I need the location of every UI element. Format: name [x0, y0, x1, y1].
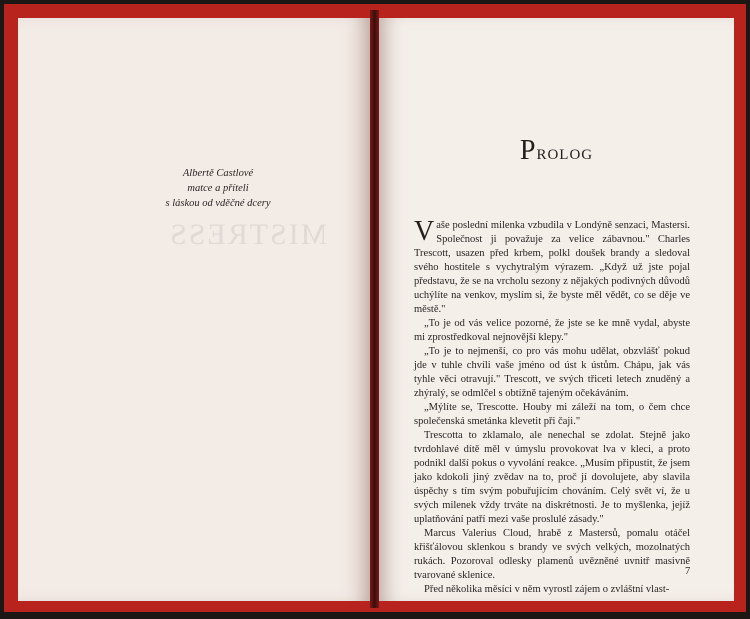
paragraph: Marcus Valerius Cloud, hrabě z Mastersů, pomalu otáčel křišťálovou sklenkou s brandy ve svých velkých, mozolnatých rukách. Pozoroval odlesky plamenů uvězněné uvnitř masivně tvarované sklenice. — [414, 528, 690, 581]
dedication-line: Albertě Castlové — [182, 168, 254, 179]
paragraph: Vaše poslední milenka vzbudila v Londýně senzaci, Mastersi. Společnost ji považuje za velice zábavnou." Charles Trescott, usazen před krbem, polkl doušek brandy a sledoval svého hostitele s vychytralým výrazem. „Když už jste pojal představu, že se na vrcholu sezony z nějakých podivných důvodů uchýlíte na venkov, myslím si, že byste měl vědět, co se děje ve městě." — [414, 216, 690, 315]
paragraph: „Mýlíte se, Trescotte. Houby mi záleží na tom, o čem chce společenská smetánka klevetit při čaji." — [414, 402, 690, 427]
left-page — [18, 18, 370, 601]
paragraph: Před několika měsíci v něm vyrostl zájem o zvláštní vlast- — [424, 584, 670, 595]
chapter-title: Prolog — [519, 135, 594, 166]
drop-cap: V — [414, 216, 435, 247]
book-spine-gutter — [370, 10, 379, 608]
dedication-line: matce a příteli — [187, 183, 249, 194]
paragraph: „To je to nejmenší, co pro vás mohu udělat, obzvlášť pokud jde v tuhle chvíli vaše jméno od úst k ústům. Chápu, jak vás tyhle věci otravují." Trescott, ve svých třiceti letech znuděný a zhýralý, se odmlčel s obtížně tajeným očekáváním. — [414, 346, 690, 399]
bleed-through-text: MISTRESS — [168, 218, 328, 251]
dedication — [138, 166, 298, 211]
page-number: 7 — [685, 566, 691, 577]
right-page — [379, 18, 734, 601]
chapter-body — [414, 216, 690, 597]
dedication-line: s láskou od vděčné dcery — [165, 198, 271, 209]
paragraph: Trescotta to zklamalo, ale nenechal se zdolat. Stejně jako tvrdohlavé dítě měl v úmyslu provokovat lva v kleci, a proto podnikl další pokus o vyvolání reakce. „Musím připustit, že jsem jako kdokoli jiný zvědav na to, proč jí dovolujete, aby slavila úspěchy s tím svým pobuřujícím chováním. Celý svět ví, že u svých milenek vždy trváte na diskrétnosti. Je to myšlenka, jejíž uplatňování patří mezi vaše proslulé zásady." — [414, 430, 690, 525]
paragraph: „To je od vás velice pozorné, že jste se ke mně vydal, abyste mi zprostředkoval nejnovější klepy." — [414, 318, 690, 343]
